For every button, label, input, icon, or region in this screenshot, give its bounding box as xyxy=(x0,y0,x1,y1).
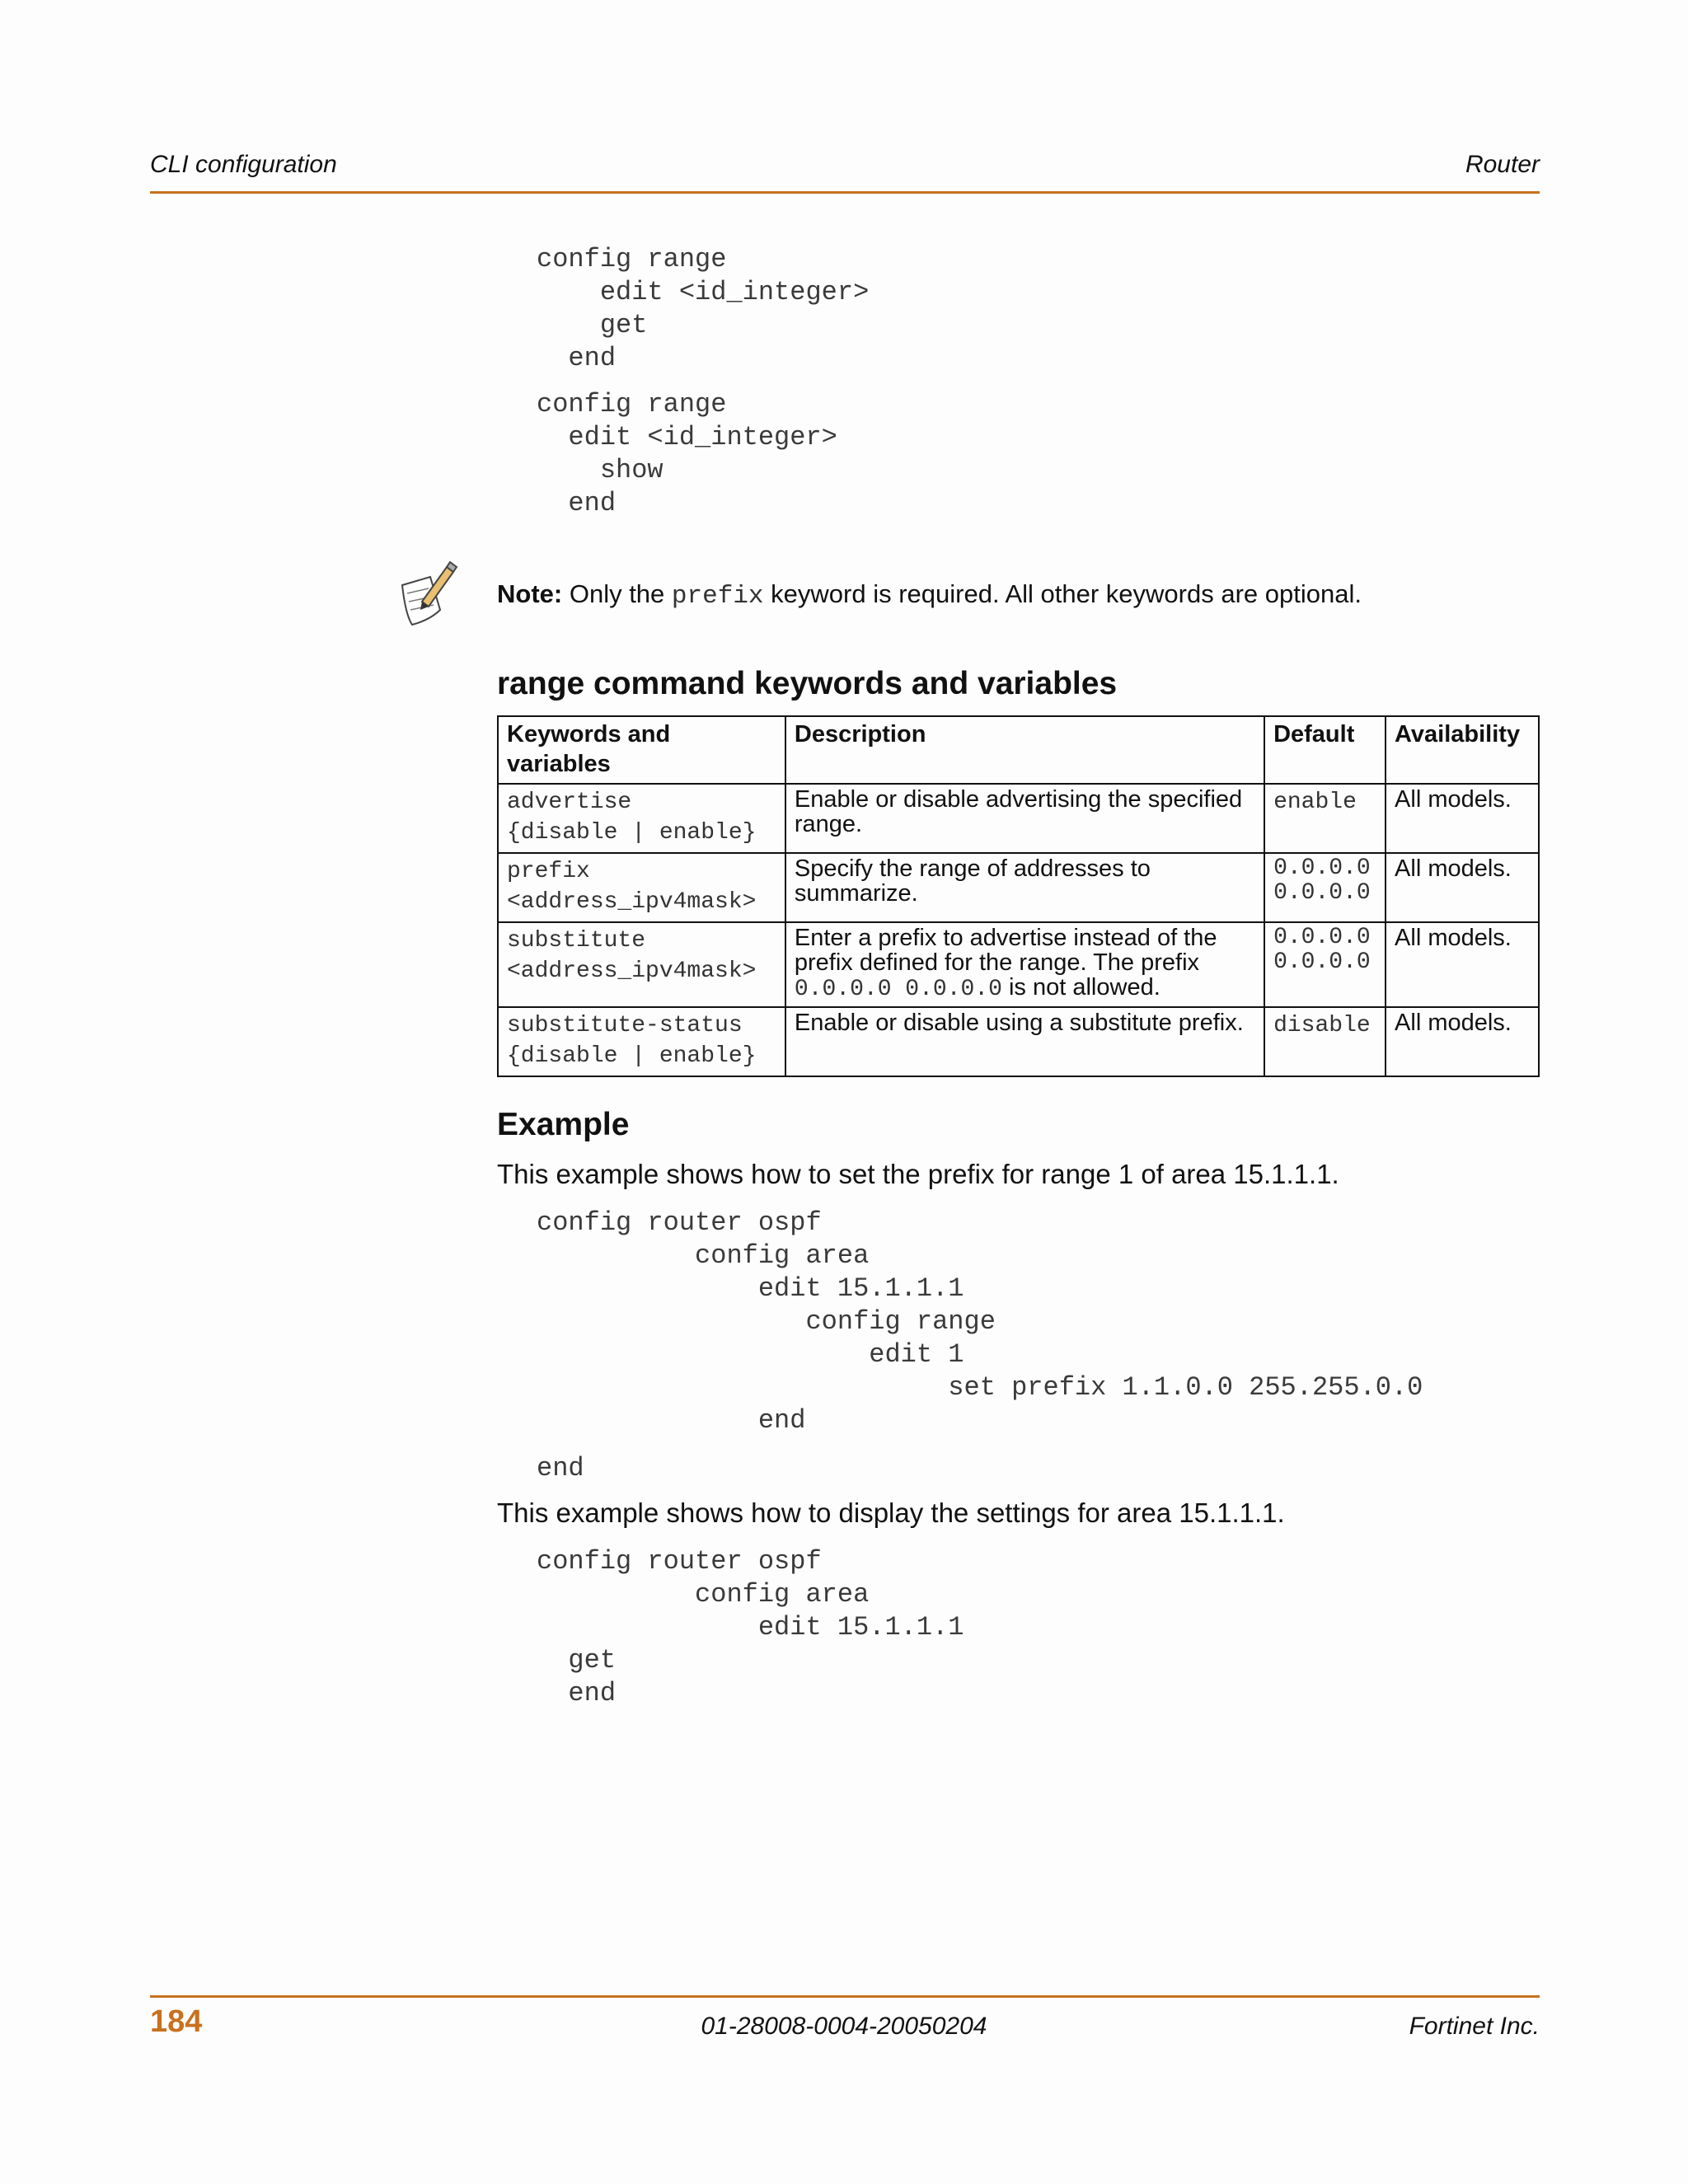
example-intro-1: This example shows how to set the prefix for range 1 of area 15.1.1.1. xyxy=(497,1159,1339,1189)
table-row xyxy=(498,922,1539,1007)
description-cell: Enable or disable using a substitute prefix. xyxy=(785,1007,1264,1076)
col-header-availability: Availability xyxy=(1386,716,1539,784)
note-pencil-icon xyxy=(397,560,463,628)
col-header-description: Description xyxy=(785,716,1264,784)
table-header-row xyxy=(498,716,1539,784)
table-title: range command keywords and variables xyxy=(497,666,1118,701)
availability-cell: All models. xyxy=(1386,922,1539,1007)
code-example-2: config router ospf config area edit 15.1.1.1 get end xyxy=(537,1546,964,1708)
note-keyword: prefix xyxy=(671,582,764,611)
table-row xyxy=(498,1007,1539,1076)
default-cell: 0.0.0.0 0.0.0.0 xyxy=(1264,922,1386,1007)
default-cell: 0.0.0.0 0.0.0.0 xyxy=(1264,853,1386,922)
description-cell: Enable or disable advertising the specified range. xyxy=(785,784,1264,853)
document-id: 01-28008-0004-20050204 xyxy=(701,2013,987,2040)
col-header-default: Default xyxy=(1264,716,1386,784)
default-cell: disable xyxy=(1264,1007,1386,1076)
note-text: Note: Only the prefix keyword is required. All other keywords are optional. xyxy=(497,579,1362,611)
running-header-chapter: Router xyxy=(1465,151,1540,178)
description-cell: Specify the range of addresses to summarize. xyxy=(785,853,1264,922)
page-number: 184 xyxy=(150,2004,203,2039)
code-block-show: config range edit <id_integer> show end xyxy=(537,389,837,518)
availability-cell: All models. xyxy=(1386,784,1539,853)
keywords-table xyxy=(497,715,1540,1077)
running-header-section: CLI configuration xyxy=(150,151,337,178)
keyword-cell: substitute <address_ipv4mask> xyxy=(498,922,785,1007)
availability-cell: All models. xyxy=(1386,1007,1539,1076)
keyword-cell: substitute-status {disable | enable} xyxy=(498,1007,785,1076)
keyword-cell: advertise {disable | enable} xyxy=(498,784,785,853)
table-row xyxy=(498,784,1539,853)
description-cell: Enter a prefix to advertise instead of the prefix defined for the range. The prefix 0.0.0.0 0.0.0.0 is not allowed. xyxy=(785,922,1264,1007)
table-row xyxy=(498,853,1539,922)
example-intro-2: This example shows how to display the settings for area 15.1.1.1. xyxy=(497,1497,1285,1528)
code-block-get: config range edit <id_integer> get end xyxy=(537,244,870,373)
footer-rule xyxy=(150,1995,1540,1998)
keyword-cell: prefix <address_ipv4mask> xyxy=(498,853,785,922)
header-rule xyxy=(150,191,1540,194)
default-cell: enable xyxy=(1264,784,1386,853)
code-example-1: config router ospf config area edit 15.1.1.1 config range edit 1 set prefix 1.1.0.0 255.255.0.0 end xyxy=(537,1207,1423,1436)
availability-cell: All models. xyxy=(1386,853,1539,922)
company-name: Fortinet Inc. xyxy=(1409,2013,1540,2040)
col-header-keywords: Keywords and variables xyxy=(498,716,785,784)
example-heading: Example xyxy=(497,1107,630,1142)
code-example-1-end: end xyxy=(537,1453,584,1483)
note-label: Note: xyxy=(497,579,563,608)
